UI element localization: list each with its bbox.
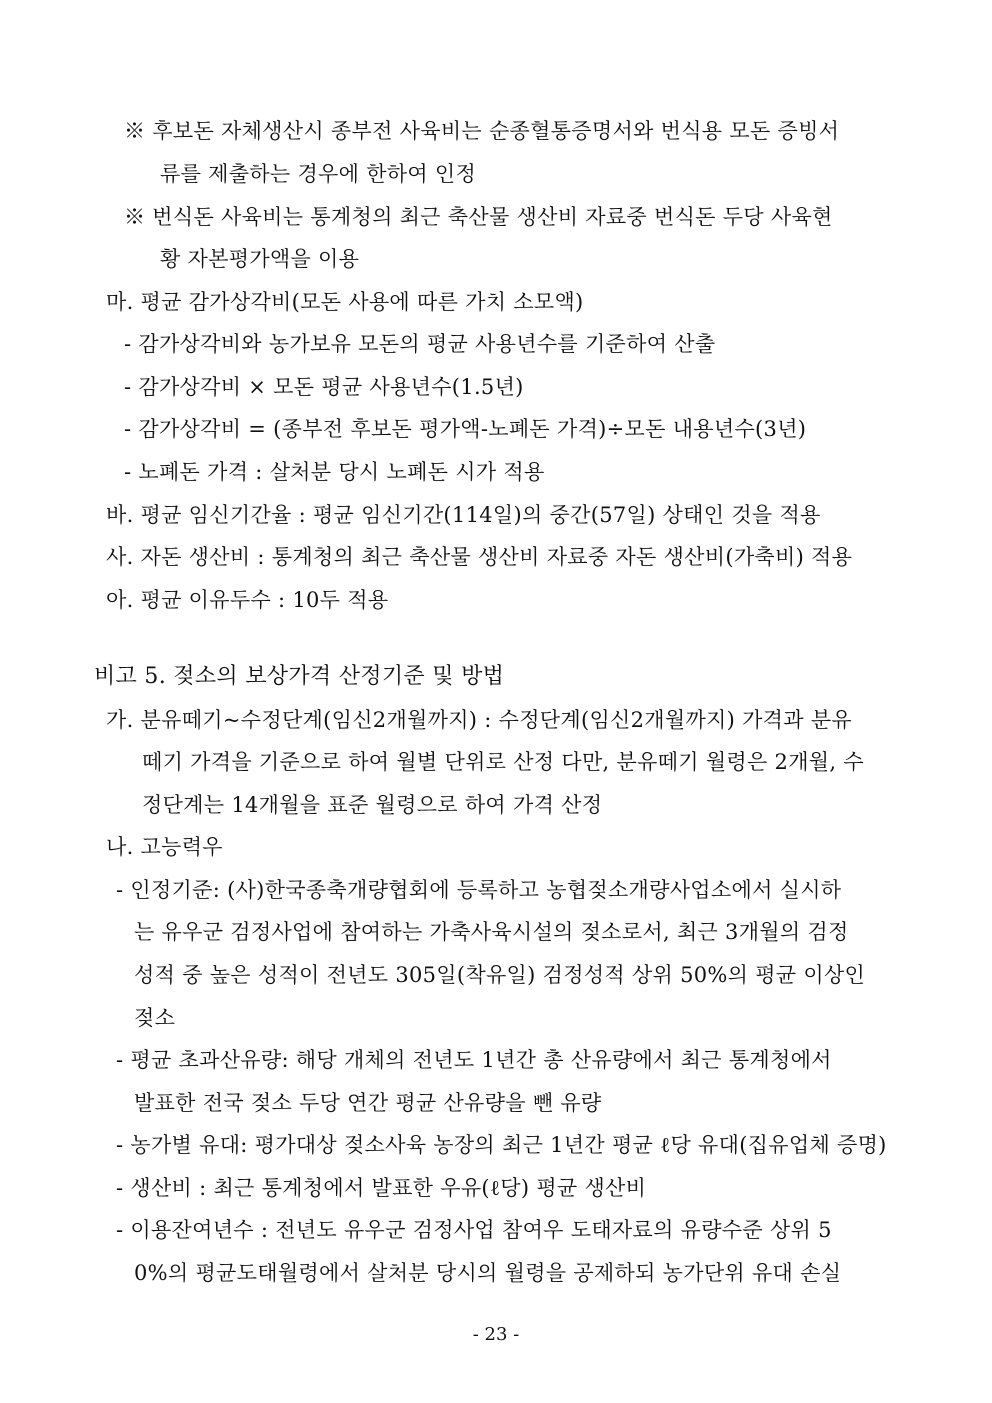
note-breeding-pig-rearing-cost-cont: 황 자본평가액을 이용 [160,247,360,271]
bullet-recognition-criteria-cont-2: 성적 중 높은 성적이 전년도 305일(착유일) 검정성적 상위 50%의 평균 이상인 [134,963,866,987]
bullet-production-cost: - 생산비 : 최근 통계청에서 발표한 우유(ℓ당) 평균 생산비 [116,1176,647,1200]
page-number: - 23 - [472,1324,520,1345]
item-ga-weaning-to-insemination: 가. 분유떼기~수정단계(임신2개월까지) : 수정단계(임신2개월까지) 가격과 분유 [106,708,852,732]
note-candidate-pig-rearing-cost: ※ 후보돈 자체생산시 종부전 사육비는 순종혈통증명서와 번식용 모돈 증빙서 [124,119,840,143]
bullet-depreciation-basis: - 감가상각비와 농가보유 모돈의 평균 사용년수를 기준하여 산출 [124,332,716,356]
note-breeding-pig-rearing-cost: ※ 번식돈 사육비는 통계청의 최근 축산물 생산비 자료중 번식돈 두당 사육현 [124,205,833,229]
bullet-remaining-years: - 이용잔여년수 : 전년도 유우군 검정사업 참여우 도태자료의 유량수준 상위 5 [116,1218,832,1242]
bullet-remaining-years-cont: 0%의 평균도태월령에서 살처분 당시의 월령을 공제하되 농가단위 유대 손실 [134,1261,842,1285]
bullet-excess-milk-yield-cont: 발표한 전국 젖소 두당 연간 평균 산유량을 뺀 유량 [134,1091,602,1115]
bullet-depreciation-formula-2: - 감가상각비 = (종부전 후보돈 평가액-노폐돈 가격)÷모돈 내용년수(3년) [124,417,807,441]
bullet-culled-sow-price: - 노폐돈 가격 : 살처분 당시 노폐돈 시가 적용 [124,460,545,484]
bullet-depreciation-formula-1: - 감가상각비 × 모돈 평균 사용년수(1.5년) [124,375,524,399]
note-candidate-pig-rearing-cost-cont: 류를 제출하는 경우에 한하여 인정 [160,162,477,186]
item-ga-cont-2: 정단계는 14개월을 표준 월령으로 하여 가격 산정 [142,793,603,817]
bullet-recognition-criteria: - 인정기준: (사)한국종축개량협회에 등록하고 농협젖소개량사업소에서 실시하 [116,878,842,902]
bullet-recognition-criteria-cont-3: 젖소 [134,1006,176,1030]
item-ma-depreciation: 마. 평균 감가상각비(모돈 사용에 따른 가치 소모액) [106,290,584,314]
item-a-weaning-count: 아. 평균 이유두수 : 10두 적용 [106,588,389,612]
bullet-recognition-criteria-cont-1: 는 유우군 검정사업에 참여하는 가축사육시설의 젖소로서, 최근 3개월의 검정 [134,920,849,944]
bullet-farm-milk-price: - 농가별 유대: 평가대상 젖소사육 농장의 최근 1년간 평균 ℓ당 유대(집유업체 증명) [116,1133,887,1157]
item-sa-piglet-cost: 사. 자돈 생산비 : 통계청의 최근 축산물 생산비 자료중 자돈 생산비(가축비) 적용 [106,545,853,569]
section-heading-dairy-cow: 비고 5. 젖소의 보상가격 산정기준 및 방법 [94,664,505,689]
bullet-excess-milk-yield: - 평균 초과산유량: 해당 개체의 전년도 1년간 총 산유량에서 최근 통계청에서 [116,1048,832,1072]
item-ga-cont-1: 떼기 가격을 기준으로 하여 월별 단위로 산정 다만, 분유떼기 월령은 2개월, 수 [142,750,864,774]
item-na-high-yield-cow: 나. 고능력우 [106,835,223,859]
item-ba-gestation-rate: 바. 평균 임신기간율 : 평균 임신기간(114일)의 중간(57일) 상태인 것을 적용 [106,503,821,527]
